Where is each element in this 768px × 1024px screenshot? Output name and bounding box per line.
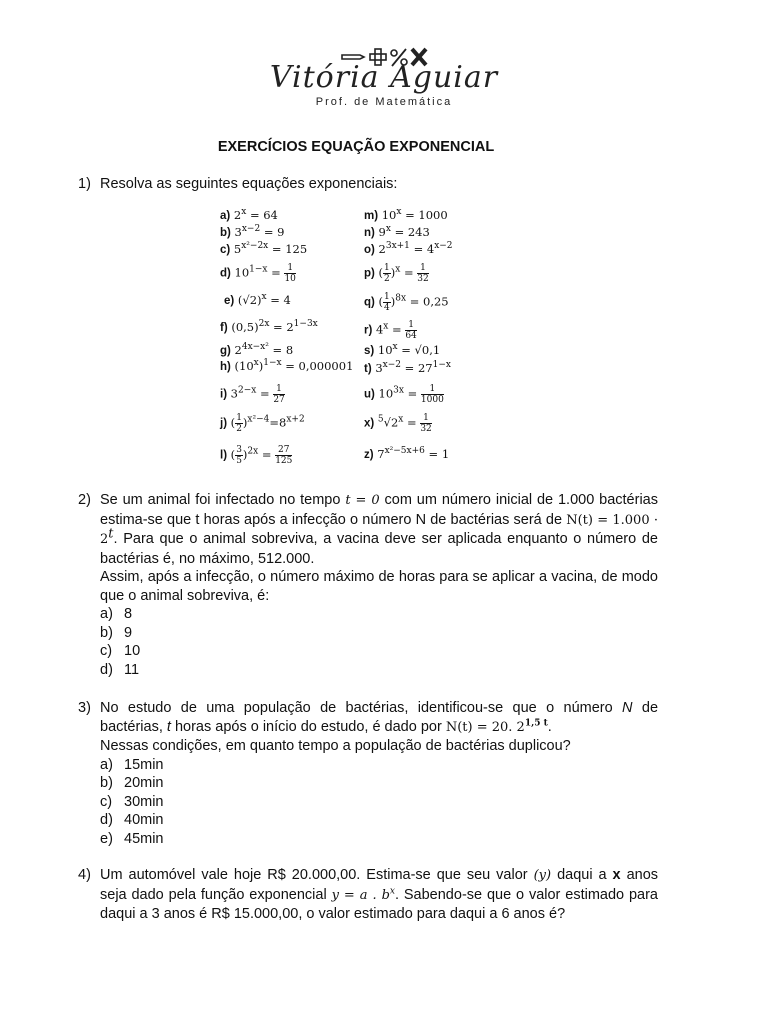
exercise-item-i: i) $3^{2-x}$ = $\frac{1}{27}$ [220, 384, 285, 405]
question-prompt: Assim, após a infecção, o número máximo de horas para se aplicar a vacina, de modo que o animal sobreviva, é: [100, 569, 658, 604]
option-d[interactable]: d) 11 [100, 661, 140, 678]
option-c[interactable]: c) 30min [100, 793, 164, 810]
question-number: 3) [78, 700, 91, 716]
exercise-item-f: f) $(0,5)^{2x} = 2^{1-3x}$ [220, 319, 318, 334]
exercise-item-t: t) $3^{x-2} = 27^{1-x}$ [364, 360, 451, 375]
math-formula: y = a . $b^x$ [331, 886, 395, 903]
question-2 [78, 491, 658, 679]
option-a[interactable]: a) 15min [100, 756, 164, 773]
option-b[interactable]: b) 9 [100, 624, 133, 641]
question-3 [78, 699, 658, 848]
exercise-item-x: x) $^5√2^x$ = $\frac{1}{32}$ [364, 413, 432, 434]
question-text: Resolva as seguintes equações exponenciais: [100, 176, 398, 192]
exercise-item-h: h) $(10^x)^{1-x} = 0,000001$ [220, 358, 354, 373]
exercise-item-r: r) $4^x$ = $\frac{1}{64}$ [364, 320, 417, 341]
exercise-item-s: s) $10^x = √0,1$ [364, 342, 441, 357]
math-expression: t = 0 [345, 493, 380, 508]
page-title: EXERCÍCIOS EQUAÇÃO EXPONENCIAL [217, 139, 495, 155]
option-c[interactable]: c) 10 [100, 643, 141, 659]
question-4 [78, 866, 658, 924]
exercise-item-a: a) $2^x = 64$ [220, 207, 278, 222]
question-number: 1) [78, 176, 91, 192]
option-d[interactable]: d) 40min [100, 812, 164, 828]
exercise-item-e: e) $(√2)^x = 4$ [224, 292, 291, 307]
option-b[interactable]: b) 20min [100, 775, 164, 791]
exercise-item-p: p) ( $\frac{1}{2}$ )$^x$ = $\frac{1}{32}$ [364, 263, 429, 284]
question-number: 2) [78, 492, 91, 508]
exercise-item-o: o) $2^{3x+1} = 4^{x-2}$ [364, 241, 453, 256]
exercise-item-n: n) $9^x = 243$ [364, 224, 430, 239]
math-formula: $N(t) = 1.000 \cdot 2^t$ [100, 512, 658, 547]
brand-name: Vitória Aguiar [269, 60, 499, 95]
exercise-item-g: g) $2^{4x-x^2} = 8$ [220, 342, 294, 357]
question-number: 4) [78, 867, 91, 883]
exercise-item-q: q) ( $\frac{1}{4}$ )$^{8x}$ = 0,25 [364, 292, 449, 313]
option-e[interactable]: e) 45min [100, 830, 164, 847]
question-1 [78, 175, 658, 194]
option-list [100, 605, 658, 679]
question-text: Um automóvel vale hoje R$ 20.000,00. Estima-se que seu valor (y) daqui a x anos seja dado pela função exponencial y = a . $b^x$. Sabendo-se que o valor estimado para daqui a 3 anos é R$ 15.000,00, o valor estimado para daqui a 6 anos é? [100, 867, 659, 922]
question-text: Se um animal foi infectado no tempo t = 0 com um número inicial de 1.000 bactérias estima-se que t horas após a infecção o número N de bactérias será de $N(t) = 1.000 \cdot 2^t$. Para que o animal sobreviva, a vacina deve ser aplicada enquanto o número de bactérias é, no máximo, 512.000. [100, 492, 658, 567]
pencil-icon [342, 55, 364, 59]
brand-tagline: Prof. de Matemática [315, 96, 453, 108]
question-prompt: Nessas condições, em quanto tempo a população de bactérias duplicou? [100, 738, 571, 754]
exercise-item-l: l) ( $\frac{3}{5}$ )$^{2x}$ = $\frac{27}{125}$ [220, 445, 293, 466]
exercise-item-z: z) $7^{x^2-5x+6} = 1$ [364, 446, 450, 461]
option-list [100, 756, 658, 849]
question-text: No estudo de uma população de bactérias, identificou-se que o número N de bactérias, t horas após o início do estudo, é dado por N(t) = 20. $2^{1,5 t}$. [100, 700, 659, 735]
exercise-item-b: b) $3^{x-2} = 9$ [220, 224, 285, 239]
exercise-item-j: j) ( $\frac{1}{2}$ )$^{x^2-4}=8^{x+2}$ [220, 413, 305, 434]
exercise-item-c: c) $5^{x^2-2x} = 125$ [220, 241, 308, 256]
exercise-item-m: m) $10^x = 1000$ [364, 207, 448, 222]
option-a[interactable]: a) 8 [100, 606, 133, 622]
exercise-item-d: d) $10^{1-x}$ = $\frac{1}{10}$ [220, 263, 296, 284]
exercise-item-u: u) $10^{3x}$ = $\frac{1}{1000}$ [364, 384, 444, 405]
math-formula: N(t) = 20. $2^{1,5 t}$ [445, 718, 548, 735]
